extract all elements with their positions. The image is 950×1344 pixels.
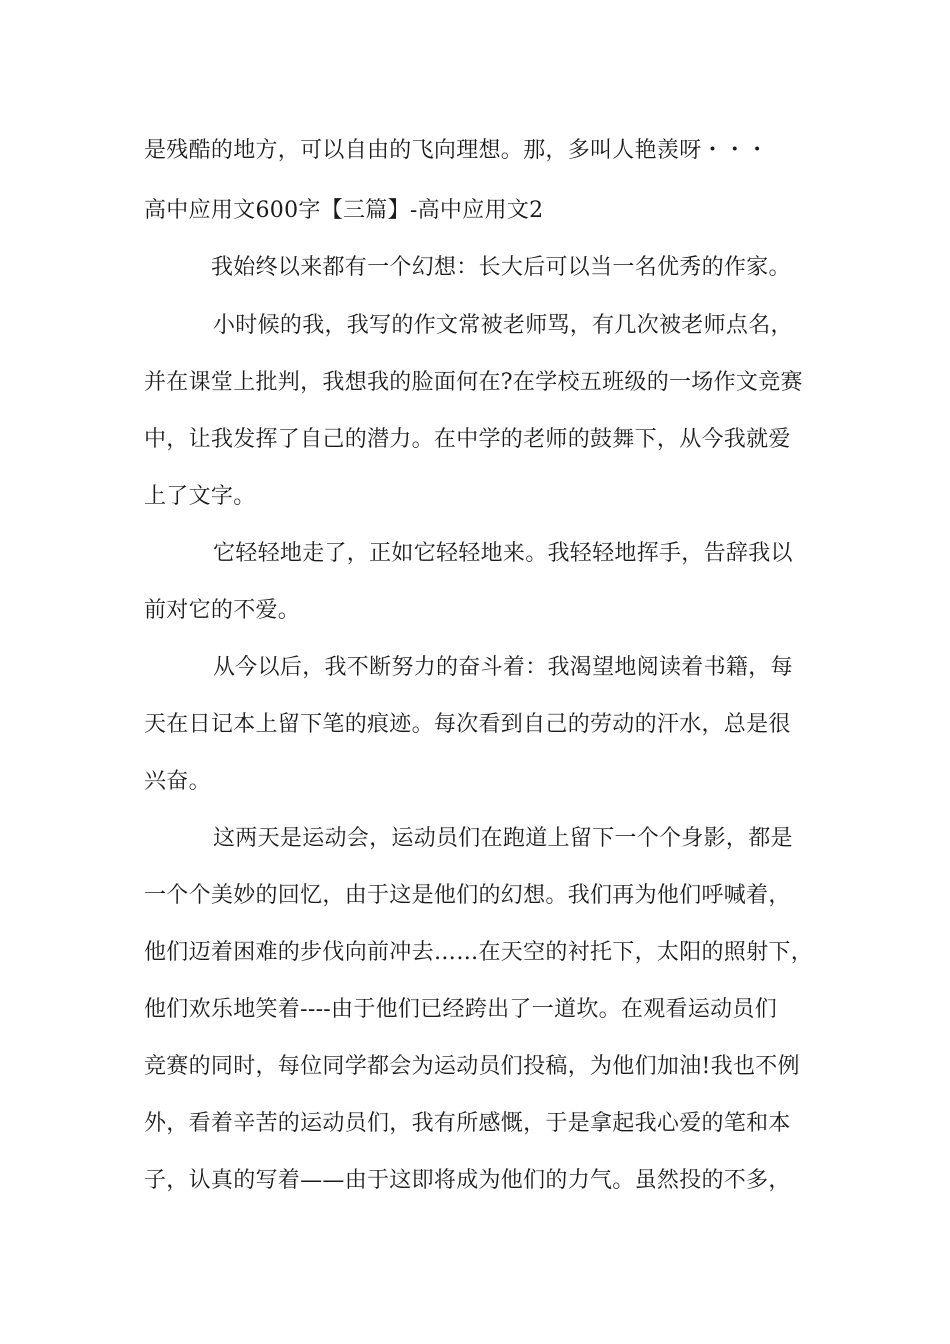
paragraph-3-line-2: 前对它的不爱。	[144, 598, 301, 623]
paragraph-2-line-1: 小时候的我，我写的作文常被老师骂，有几次被老师点名，	[213, 313, 793, 338]
paragraph-5-line-5: 竞赛的同时，每位同学都会为运动员们投稿，为他们加油!我也不例	[144, 1054, 800, 1079]
paragraph-4-line-2: 天在日记本上留下笔的痕迹。每次看到自己的劳动的汗水，总是很	[144, 712, 791, 737]
section-title: 高中应用文600字【三篇】-高中应用文2	[144, 198, 544, 223]
text-line-1: 是残酷的地方，可以自由的飞向理想。那，多叫人艳羡呀・・・	[144, 138, 769, 163]
paragraph-5-line-3: 他们迈着困难的步伐向前冲去……在天空的衬托下，太阳的照射下，	[144, 940, 814, 965]
paragraph-4-line-3: 兴奋。	[144, 769, 211, 794]
paragraph-5-line-1: 这两天是运动会，运动员们在跑道上留下一个个身影，都是	[213, 826, 793, 851]
paragraph-2-line-3: 中，让我发挥了自己的潜力。在中学的老师的鼓舞下，从今我就爱	[144, 427, 791, 452]
paragraph-5-line-7: 子，认真的写着——由于这即将成为他们的力气。虽然投的不多，	[144, 1168, 791, 1193]
paragraph-3-line-1: 它轻轻地走了，正如它轻轻地来。我轻轻地挥手，告辞我以	[213, 541, 793, 566]
paragraph-2-line-2: 并在课堂上批判，我想我的脸面何在?在学校五班级的一场作文竞赛	[144, 370, 803, 395]
paragraph-1-line-1: 我始终以来都有一个幻想：长大后可以当一名优秀的作家。	[211, 255, 791, 280]
paragraph-5-line-4: 他们欢乐地笑着----由于他们已经跨出了一道坎。在观看运动员们	[144, 997, 778, 1022]
paragraph-2-line-4: 上了文字。	[144, 484, 256, 509]
paragraph-5-line-2: 一个个美妙的回忆，由于这是他们的幻想。我们再为他们呼喊着，	[144, 883, 791, 908]
paragraph-5-line-6: 外，看着辛苦的运动员们，我有所感慨，于是拿起我心爱的笔和本	[144, 1111, 791, 1136]
paragraph-4-line-1: 从今以后，我不断努力的奋斗着：我渴望地阅读着书籍，每	[213, 655, 793, 680]
